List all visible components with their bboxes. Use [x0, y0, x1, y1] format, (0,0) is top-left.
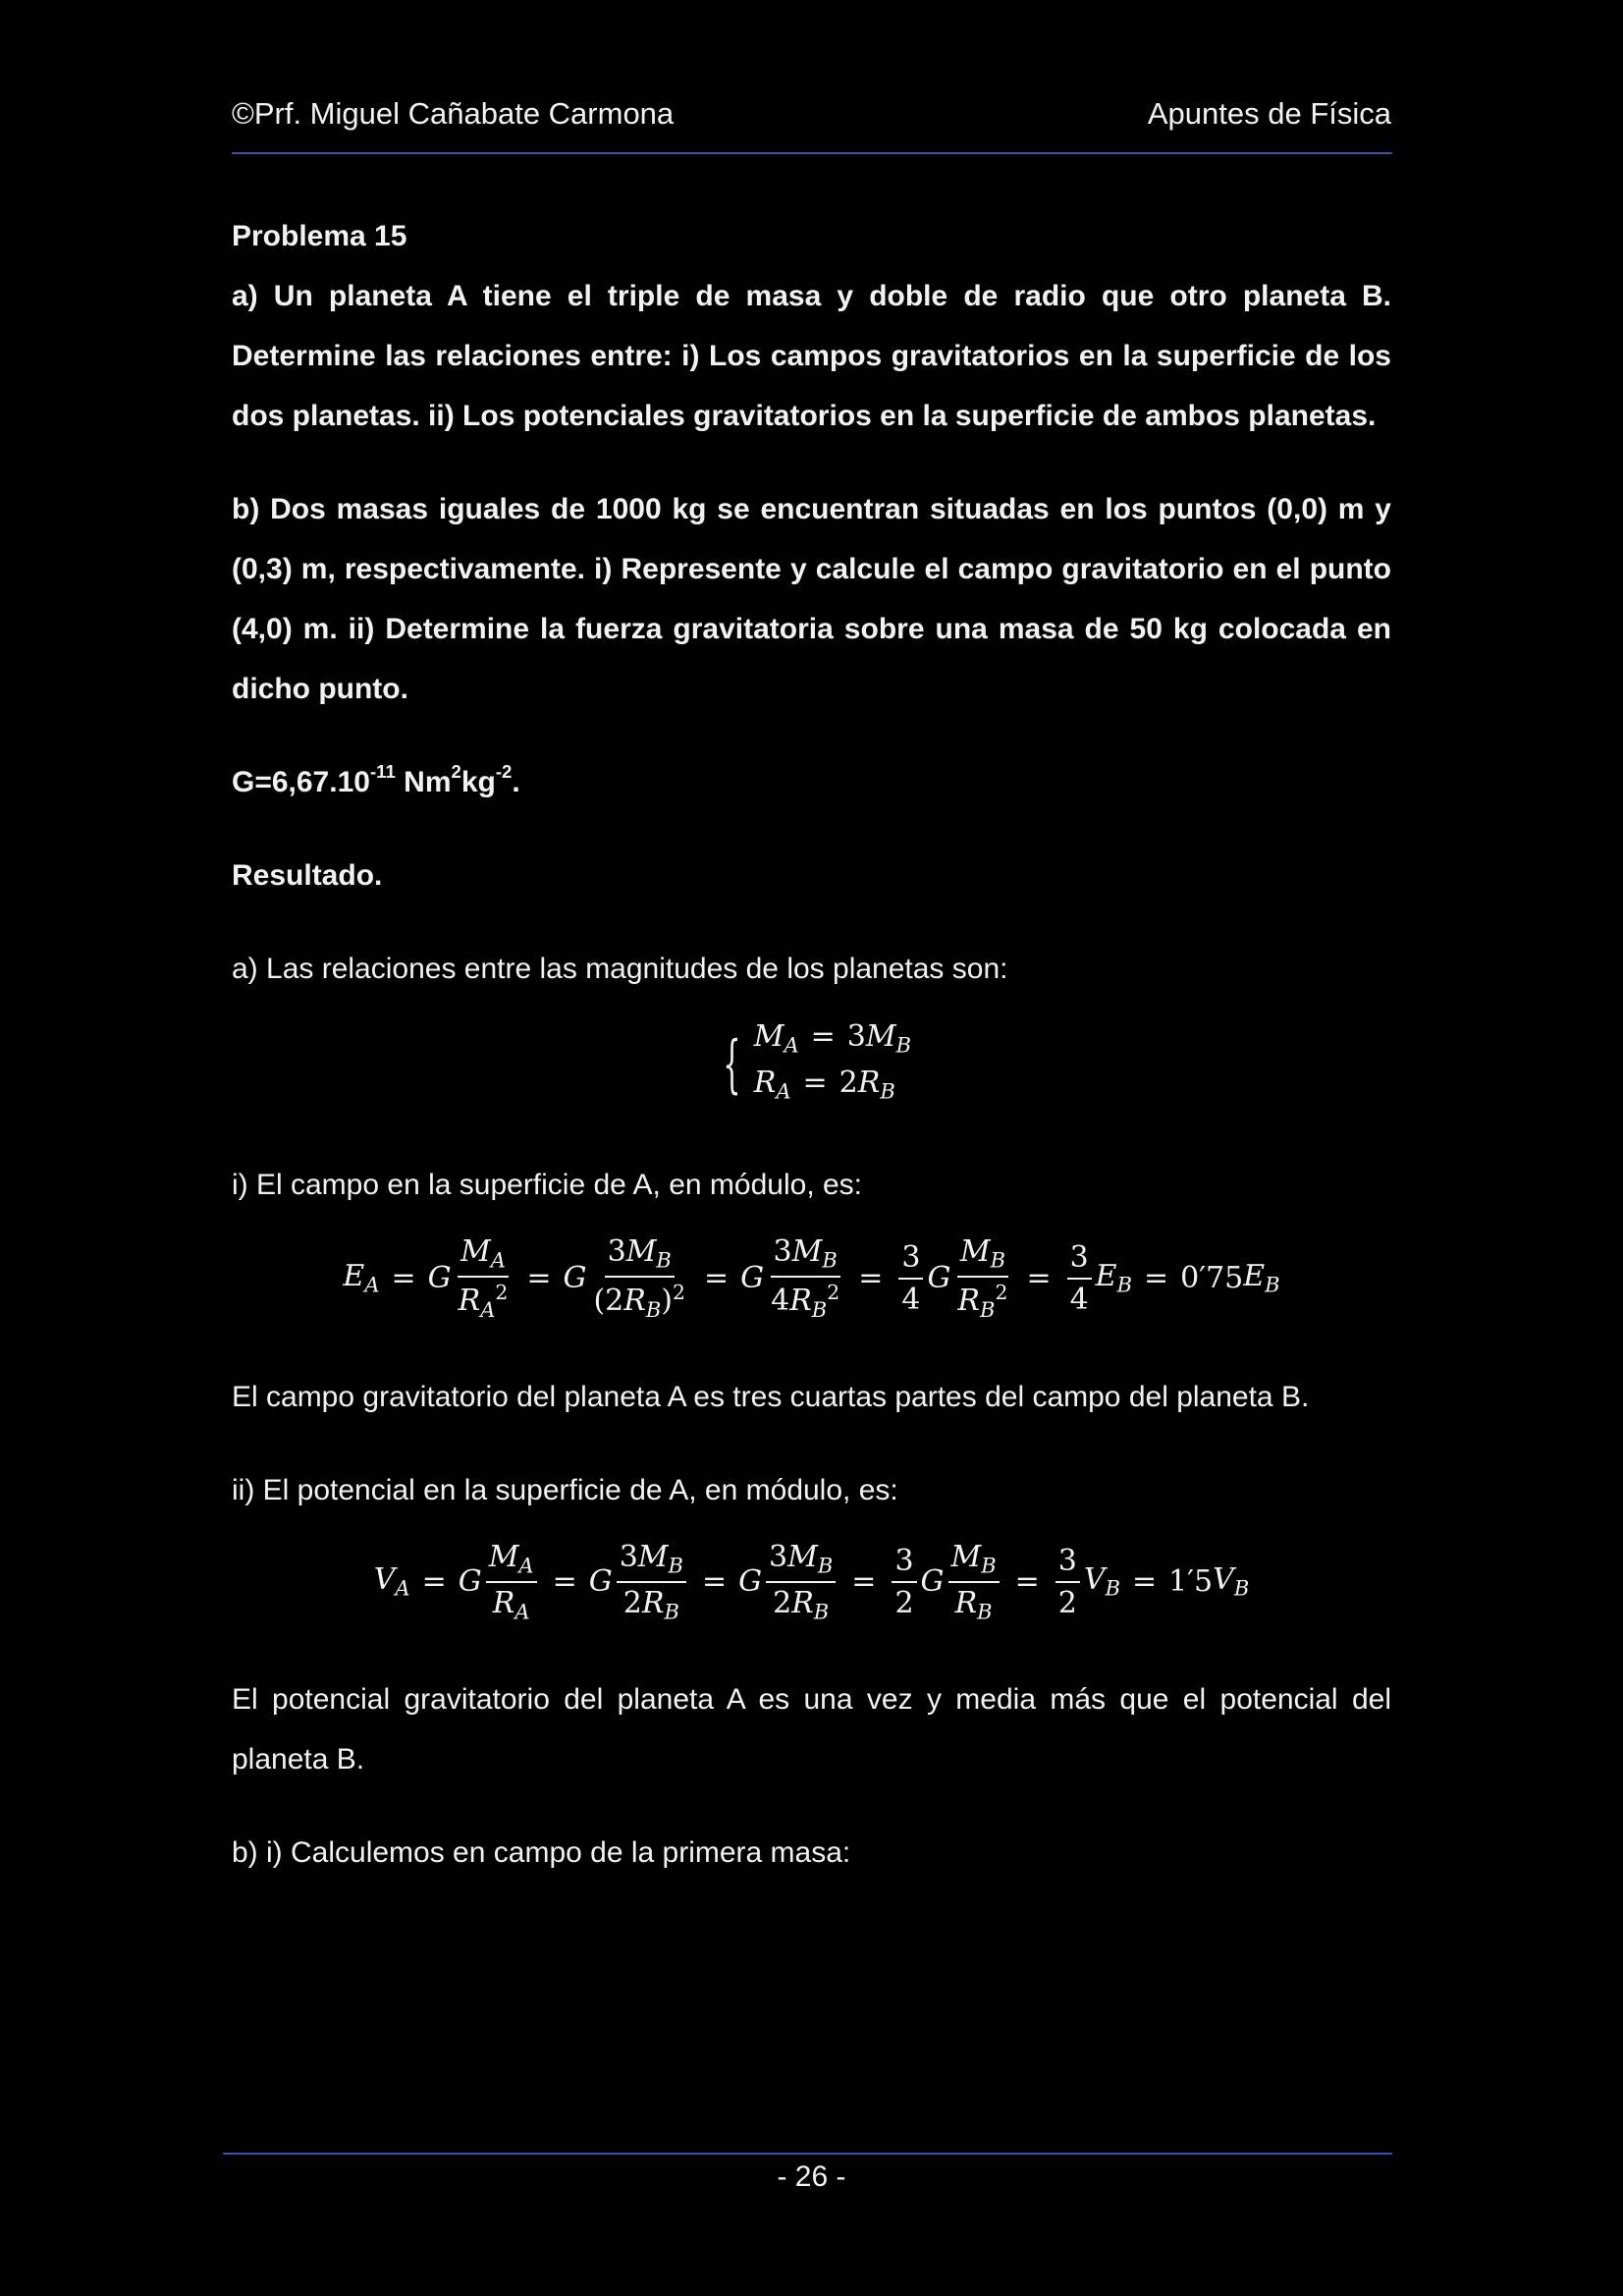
constant-exponent: -11: [369, 761, 396, 783]
relations-equation: [232, 1018, 1391, 1110]
constant-unit-kg: kg: [460, 766, 496, 798]
potential-equation: $V_A$ = G $\frac{M_A}{R_A}$ = G $\frac{3M_B}{2R_B}$ = G $\frac{3M_B}{2R_B}$ = $\frac{3}{2}$ G $\frac{M_B}{R_B}$ = $\frac{3}{2}$ $V_B$ = 1′5 $V_B$: [373, 1540, 1250, 1624]
constant-unit-m-exp: 2: [451, 761, 461, 783]
page-content: [232, 206, 1391, 1916]
potential-result-value: 1′5: [1168, 1564, 1214, 1600]
constant-unit-m: Nm: [395, 766, 452, 798]
constant-unit-kg-exp: -2: [495, 761, 513, 783]
relation-radius: $R_A = 2R_B$: [753, 1065, 895, 1104]
relation-mass: $M_A = 3M_B$: [753, 1019, 911, 1058]
problem-part-a: a) Un planeta A tiene el triple de masa y doble de radio que otro planeta B. Determine las relaciones entre: i) Los campos gravitatorios en la superficie de los dos planetas. ii) Los potenciales gravitatorios en la superficie de ambos planetas.: [232, 280, 1391, 432]
field-intro: i) El campo en la superficie de A, en módulo, es:: [232, 1169, 863, 1202]
problem-part-b: b) Dos masas iguales de 1000 kg se encuentran situadas en los puntos (0,0) m y (0,3) m, respectivamente. i) Represente y calcule el campo gravitatorio en el punto (4,0) m. ii) Determine la fuerza gravitatoria sobre una masa de 50 kg colocada en dicho punto.: [232, 493, 1391, 705]
part-b-intro: b) i) Calculemos en campo de la primera masa:: [232, 1835, 851, 1869]
gravitational-constant: [232, 752, 1391, 812]
problem-heading: Problema 15: [232, 220, 407, 252]
field-equation: $E_A$ = G $\frac{M_A}{R_A^2}$ = G $\frac{3M_B}{(2R_B)^2}$ = G $\frac{3M_B}{4R_B^2}$ = $\frac{3}{4}$ G $\frac{M_B}{R_B^2}$ = $\frac{3}{4}$ $E_B$ = 0′75 $E_B$: [343, 1234, 1280, 1323]
footer-rule: [223, 2153, 1392, 2155]
page-number: - 26 -: [777, 2160, 846, 2193]
header-author: ©Prf. Miguel Cañabate Carmona: [232, 96, 675, 131]
solution-intro: a) Las relaciones entre las magnitudes de los planetas son:: [232, 953, 1008, 985]
solution-heading: Resultado.: [232, 859, 383, 892]
brace-symbol: {: [723, 1027, 741, 1101]
constant-prefix: G=6,67.10: [232, 766, 370, 798]
potential-intro: ii) El potencial en la superficie de A, en módulo, es:: [232, 1474, 898, 1507]
field-conclusion: El campo gravitatorio del planeta A es tres cuartas partes del campo del planeta B.: [232, 1381, 1310, 1414]
header-rule: [232, 152, 1392, 154]
field-result-value: 0′75: [1180, 1261, 1244, 1296]
constant-end: .: [512, 766, 520, 798]
potential-conclusion: El potencial gravitatorio del planeta A es una vez y media más que el potencial del planeta B.: [232, 1682, 1391, 1776]
header-title: Apuntes de Física: [1147, 96, 1391, 131]
